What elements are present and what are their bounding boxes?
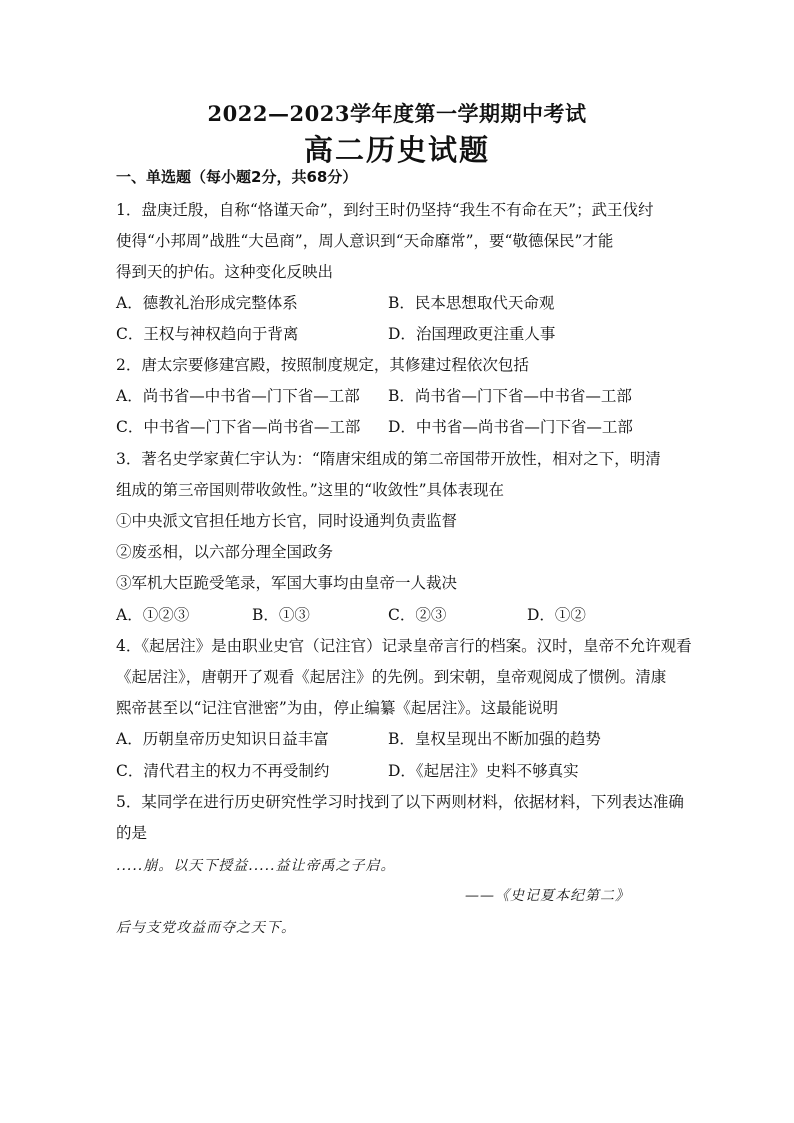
- q5-stem-line2: 的是: [116, 824, 148, 842]
- q4-stem-line1: 4．《起居注》是由职业史官（记注官）记录皇帝言行的档案。汉时，皇帝不允许观看: [116, 637, 692, 655]
- q3-item-1: ①中央派文官担任地方长官，同时设通判负责监督: [116, 512, 458, 530]
- q1-option-b: B．民本思想取代天命观: [388, 294, 555, 312]
- q1-stem-line2: 使得“小邦周”战胜“大邑商”，周人意识到“天命靡常”，要“敬德保民”才能: [116, 232, 614, 250]
- q2-stem-line1: 2．唐太宗要修建宫殿，按照制度规定，其修建过程依次包括: [116, 356, 529, 374]
- q4-stem-line3: 熙帝甚至以“记注官泄密”为由，停止编纂《起居注》。这最能说明: [116, 699, 559, 717]
- q3-option-c: C．②③: [388, 606, 447, 624]
- q2-option-a: A．尚书省—中书省—门下省—工部: [116, 387, 360, 405]
- q4-stem-line2: 《起居注》，唐朝开了观看《起居注》的先例。到宋朝，皇帝观阅成了惯例。清康: [116, 668, 667, 686]
- q5-material-1-source: ——《史记夏本纪第二》: [465, 888, 630, 904]
- q1-option-c: C．王权与神权趋向于背离: [116, 325, 299, 343]
- q1-stem-line1: 1．盘庚迁殷，自称“恪谨天命”，到纣王时仍坚持“我生不有命在天”；武王伐纣: [116, 201, 654, 219]
- q2-option-b: B．尚书省—门下省—中书省—工部: [388, 387, 632, 405]
- q3-option-b: B．①③: [252, 606, 310, 624]
- q3-option-d: D．①②: [527, 606, 586, 624]
- q5-material-2: 后与支党攻益而夺之天下。: [116, 920, 296, 936]
- q5-material-1: .....崩。以天下授益.....益让帝禹之子启。: [116, 858, 396, 874]
- q1-option-a: A．德教礼治形成完整体系: [116, 294, 298, 312]
- exam-title: 2022—2023学年度第一学期期中考试: [207, 101, 587, 126]
- q3-stem-line2: 组成的第三帝国则带收敛性。”这里的“收敛性”具体表现在: [116, 481, 505, 499]
- q5-stem-line1: 5．某同学在进行历史研究性学习时找到了以下两则材料，依据材料，下列表达准确: [116, 793, 684, 811]
- q3-item-3: ③军机大臣跪受笔录，军国大事均由皇帝一人裁决: [116, 574, 458, 592]
- q1-stem-line3: 得到天的护佑。这种变化反映出: [116, 263, 334, 281]
- q4-option-b: B．皇权呈现出不断加强的趋势: [388, 730, 601, 748]
- q3-option-a: A．①②③: [116, 606, 190, 624]
- section-heading: 一、单选题（每小题2分，共68分）: [116, 168, 358, 186]
- q2-option-c: C．中书省—门下省—尚书省—工部: [116, 418, 361, 436]
- subject-title: 高二历史试题: [303, 133, 490, 167]
- q4-option-d: D．《起居注》史料不够真实: [388, 762, 579, 780]
- q4-option-a: A．历朝皇帝历史知识日益丰富: [116, 730, 329, 748]
- q3-stem-line1: 3．著名史学家黄仁宇认为：“隋唐宋组成的第二帝国带开放性，相对之下，明清: [116, 450, 661, 468]
- q3-item-2: ②废丞相，以六部分理全国政务: [116, 543, 334, 561]
- q1-option-d: D．治国理政更注重人事: [388, 325, 556, 343]
- q4-option-c: C．清代君主的权力不再受制约: [116, 762, 330, 780]
- q2-option-d: D．中书省—尚书省—门下省—工部: [388, 418, 633, 436]
